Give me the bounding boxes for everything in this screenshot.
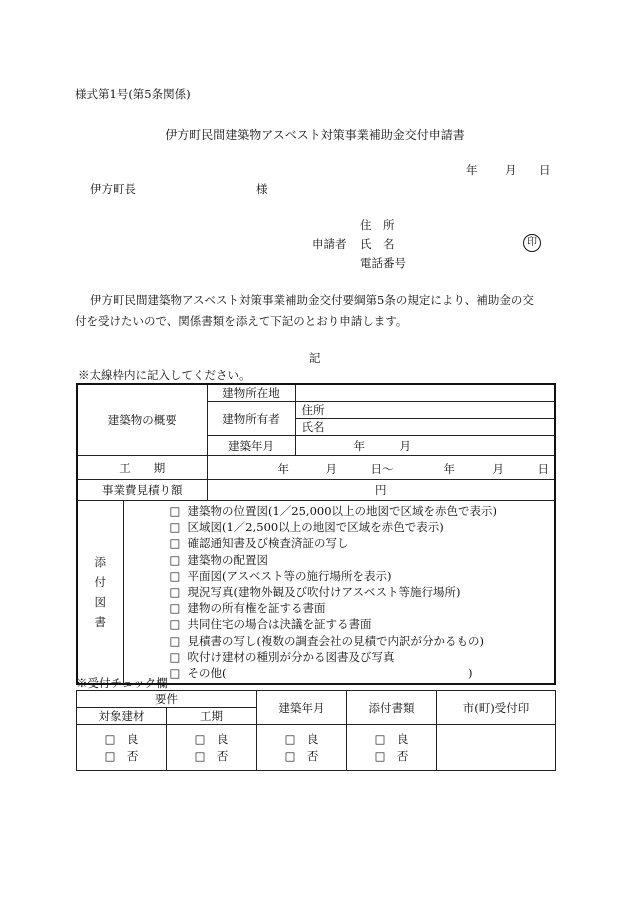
owner-label: 建物所有者 (207, 402, 295, 436)
bad-checkbox[interactable]: □ 否 (284, 748, 319, 763)
attachment-item[interactable] (170, 503, 555, 519)
checkbox-icon[interactable]: □ (169, 504, 181, 518)
attachment-label: 建築物の位置図(1／25,000以上の地図で区域を赤色で表示) (187, 504, 498, 518)
built-month: 月 (399, 439, 411, 453)
period-month-2: 月 (492, 462, 504, 476)
checkbox-icon[interactable]: □ (169, 649, 181, 664)
note-thick-frame: ※太線枠内に記入してください。 (78, 368, 251, 382)
period-day-1: 日～ (370, 462, 394, 476)
period-day-2: 日 (537, 462, 549, 476)
applicant-label: 申請者 (312, 237, 347, 251)
owner-address-label: 住所 (301, 403, 325, 417)
page-title: 伊方町民間建築物アスベスト対策事業補助金交付申請書 (165, 128, 465, 142)
requirements-header: 要件 (77, 691, 257, 708)
attachment-item[interactable] (170, 633, 555, 649)
attachment-label: 共同住宅の場合は決議を証する書面 (187, 617, 372, 632)
checkbox-icon[interactable]: □ (169, 568, 181, 583)
construction-period-header: 工期 (167, 708, 257, 725)
checkbox-icon[interactable]: □ (169, 584, 181, 599)
owner-name-field[interactable] (295, 419, 555, 436)
good-checkbox[interactable]: □ 良 (194, 731, 229, 746)
reception-check-table (76, 690, 556, 771)
location-field[interactable] (295, 384, 555, 402)
attach-label (77, 501, 123, 685)
stamp-area[interactable] (437, 725, 556, 771)
good-checkbox[interactable]: □ 良 (104, 731, 139, 746)
construction-period-check[interactable] (167, 725, 257, 771)
note-check: ※受付チェック欄 (76, 676, 168, 690)
built-date-check[interactable] (257, 725, 347, 771)
attachment-label: 確認通知書及び検査済証の写し (187, 536, 349, 551)
applicant-name-label: 氏 名 (360, 237, 395, 251)
bad-checkbox[interactable]: □ 否 (194, 748, 229, 763)
attachment-item[interactable] (170, 535, 555, 551)
overview-label: 建築物の概要 (77, 384, 207, 456)
attach-label-char: 添 (94, 555, 106, 570)
attachment-item[interactable] (170, 600, 555, 616)
attachment-label: 区域図(1／2,500以上の地図で区域を赤色で表示) (187, 520, 444, 535)
attachment-item[interactable] (170, 616, 555, 632)
target-material-check[interactable] (77, 725, 167, 771)
target-material-header: 対象建材 (77, 708, 167, 725)
addressee-honorific: 様 (256, 182, 268, 196)
period-month-1: 月 (325, 462, 337, 476)
period-field[interactable] (207, 456, 555, 480)
body-text-line2: 付を受けたいので、関係書類を添えて下記のとおり申請します。 (75, 314, 408, 328)
checkbox-icon[interactable]: □ (169, 520, 181, 535)
good-checkbox[interactable]: □ 良 (284, 731, 319, 746)
attach-label-char: 書 (94, 615, 106, 630)
checkbox-icon[interactable]: □ (169, 633, 181, 648)
built-field[interactable] (295, 436, 555, 456)
attach-label-char: 図 (94, 595, 106, 610)
attach-label-char: 付 (94, 575, 106, 590)
checkbox-icon[interactable]: □ (169, 552, 181, 567)
attachment-item[interactable] (170, 584, 555, 600)
attachment-label: 吹付け建材の種別が分かる図書及び写真 (187, 649, 395, 664)
attached-docs-header: 添付書類 (347, 691, 437, 725)
date-day: 日 (539, 163, 551, 177)
addressee-name: 伊方町長 (90, 182, 136, 196)
owner-address-field[interactable] (295, 402, 555, 419)
location-label: 建物所在地 (207, 384, 295, 402)
applicant-address-label: 住 所 (360, 218, 395, 232)
stamp-header: 市(町)受付印 (437, 691, 556, 725)
attachment-list (123, 501, 555, 685)
date-month: 月 (505, 163, 517, 177)
seal-icon: 印 (523, 234, 541, 252)
attachment-item[interactable] (170, 649, 555, 665)
attachment-item[interactable] (170, 665, 555, 681)
attached-docs-check[interactable] (347, 725, 437, 771)
attachment-label: 建物の所有権を証する書面 (187, 601, 326, 616)
owner-name-label: 氏名 (301, 420, 325, 434)
attachment-label: 建築物の配置図 (187, 552, 268, 567)
attachment-item[interactable] (170, 519, 555, 535)
checkbox-icon[interactable]: □ (169, 536, 181, 551)
form-number: 様式第1号(第5条関係) (75, 87, 191, 101)
application-table (76, 383, 556, 685)
bad-checkbox[interactable]: □ 否 (104, 748, 139, 763)
period-year-2: 年 (443, 462, 455, 476)
body-text-line1: 伊方町民間建築物アスベスト対策事業補助金交付要綱第5条の規定により、補助金の交 (90, 293, 534, 307)
checkbox-icon[interactable]: □ (169, 601, 181, 616)
checkbox-icon[interactable]: □ (169, 665, 181, 680)
estimate-unit: 円 (375, 483, 387, 497)
built-year: 年 (353, 439, 365, 453)
applicant-phone-label: 電話番号 (360, 256, 406, 270)
attachment-label: 平面図(アスベスト等の施行場所を表示) (187, 568, 392, 583)
attachment-label: 現況写真(建物外観及び吹付けアスベスト等施行場所) (187, 584, 461, 599)
period-label: 工 期 (77, 456, 207, 480)
estimate-field[interactable] (207, 480, 555, 501)
date-year: 年 (466, 163, 478, 177)
ki-mark: 記 (309, 351, 321, 365)
attachment-label: 見積書の写し(複数の調査会社の見積で内訳が分かるもの) (187, 633, 484, 648)
built-date-header: 建築年月 (257, 691, 347, 725)
attachment-item[interactable] (170, 552, 555, 568)
checkbox-icon[interactable]: □ (169, 617, 181, 632)
bad-checkbox[interactable]: □ 否 (374, 748, 409, 763)
attachment-label: その他( ) (187, 665, 473, 680)
period-year-1: 年 (277, 462, 289, 476)
good-checkbox[interactable]: □ 良 (374, 731, 409, 746)
built-label: 建築年月 (207, 436, 295, 456)
estimate-label: 事業費見積り額 (77, 480, 207, 501)
attachment-item[interactable] (170, 568, 555, 584)
